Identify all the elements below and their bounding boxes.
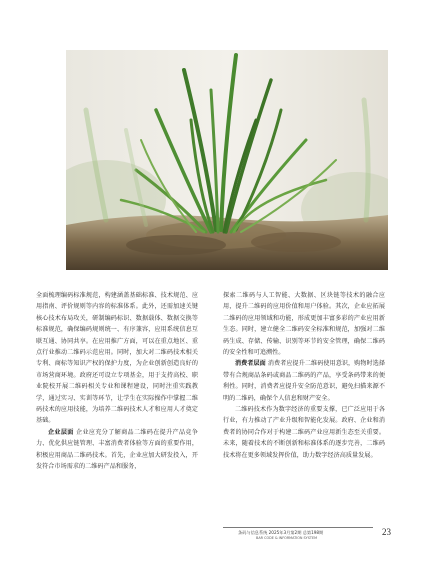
paragraph-conclusion: 二维码技术作为数字经济的重要支撑，已广泛应用于各行业，有力推动了产业升级和智能化发展。政府、企业和消费者的协同合作对于构建二维码产业应用新生态至关重要。未来，随着技术的不断创新和标准体系的逐步完善，二维码技术将在更多领域发挥价值，助力数字经济高质量发展。 bbox=[223, 406, 385, 459]
footer-rule bbox=[223, 527, 373, 528]
grass-plant-illustration bbox=[66, 50, 388, 270]
paragraph-consumer bbox=[223, 358, 385, 404]
paragraph-consumer-text: 消费者应提升二维码使用意识，购物时选择带有合规商品条码或商品二维码的产品，享受条码带来的便利性。同时，消费者应提升安全防范意识，避免扫描来源不明的二维码，确保个人信息和财产安全。 bbox=[223, 360, 386, 402]
paragraph-integration: 探索二维码与人工智能、大数据、区块链等技术的融合应用，提升二维码的应用价值和用户体验。其次，企业应拓展二维码的应用领域和功能，形成更加丰富多彩的产业应用新生态。同时，建立健全二维码安全标准和规范，加强对二维码生成、存储、传输、识别等环节的安全管理，确保二维码的安全性和可追溯性。 bbox=[223, 292, 385, 357]
paragraph-standards: 全面梳理编码标准规范，构建涵盖基础标准、技术规范、应用指南、评价规则等内容的标准体系。此外，还需加速关键核心技术布局攻关，研制编码标识、数据载体、数据交换等标准规范，确保编码规则统一、有序兼容，应用系统信息互联互通、协同共享。在应用推广方面，可以在重点地区、重点行业推动二维码示范应用。同时，加大对二维码技术相关专利、商标等知识产权的保护力度，为企业创新创造良好的市场营商环境。政府还可设立专项基金，用于支持高校、职业院校开展二维码相关专业和课程建设，同时注重实践教学，通过实习、实训等环节，让学生在实际操作中掌握二维码技术的应用技能，为培养二维码技术人才和应用人才奠定基础。 bbox=[36, 292, 198, 425]
page-number: 23 bbox=[382, 527, 391, 537]
section-label-enterprise: 企业层面 bbox=[48, 428, 74, 436]
journal-title: 条码与信息系统 2025年3月第2期 总第198期 bbox=[238, 530, 324, 535]
section-label-consumer: 消费者层面 bbox=[235, 360, 266, 368]
left-column bbox=[36, 290, 198, 473]
grass-plant-photo bbox=[66, 50, 388, 270]
paragraph-enterprise-text: 企业应充分了解商品二维码在提升产品竞争力、优化供应链管理、丰富消费者体验等方面的重要作用，积极应用商品二维码技术。首先，企业应加大研发投入，开发符合市场需求的二维码产品和服务， bbox=[36, 428, 198, 471]
right-column bbox=[223, 290, 385, 461]
paragraph-enterprise bbox=[36, 427, 198, 473]
page-footer bbox=[223, 527, 390, 553]
journal-title-en: BAR CODE & INFORMATION SYSTEM bbox=[256, 536, 318, 540]
